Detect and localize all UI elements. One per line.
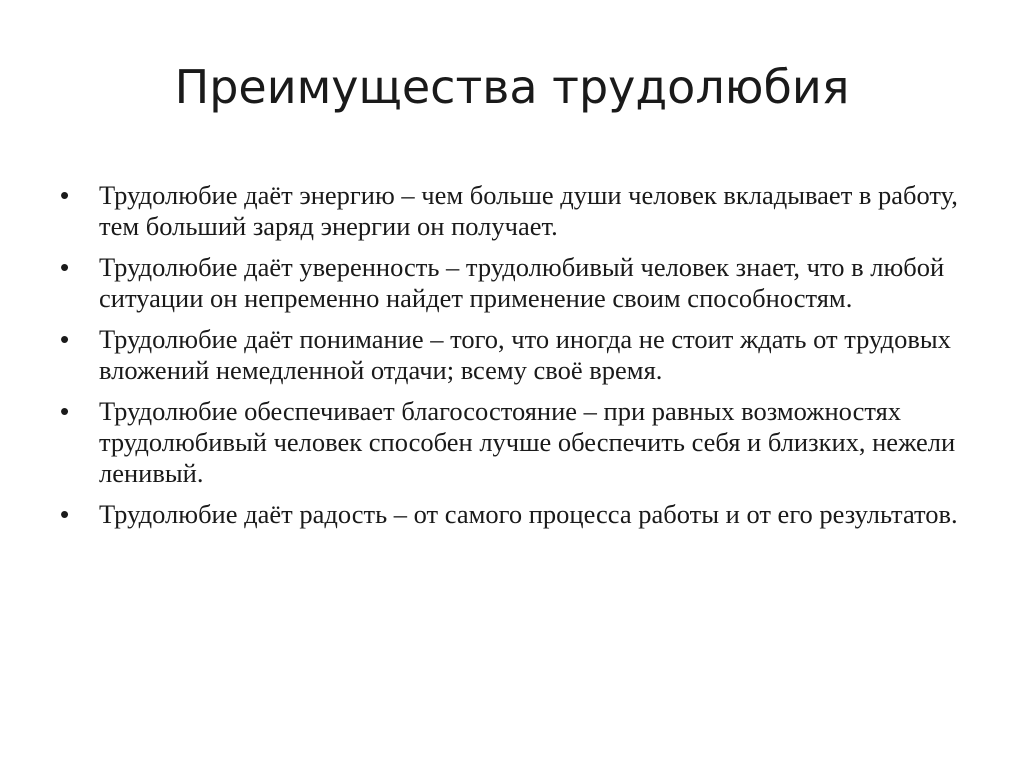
bullet-text: Трудолюбие даёт уверенность – трудолюбивый человек знает, что в любой ситуации он непременно найдет применение своим способностям. — [99, 252, 945, 313]
bullet-icon: • — [60, 324, 70, 354]
bullet-item-confidence — [60, 252, 970, 314]
bullet-item-energy — [60, 180, 970, 242]
bullet-icon: • — [60, 396, 70, 426]
bullet-text: Трудолюбие даёт понимание – того, что иногда не стоит ждать от трудовых вложений немедленной отдачи; всему своё время. — [99, 324, 951, 385]
bullet-text: Трудолюбие обеспечивает благосостояние – при равных возможностях трудолюбивый человек способен лучше обеспечить себя и близких, нежели ленивый. — [99, 396, 956, 488]
bullet-icon: • — [60, 252, 70, 282]
bullet-icon: • — [60, 499, 70, 529]
bullet-list — [60, 180, 970, 540]
bullet-item-wellbeing — [60, 396, 970, 489]
bullet-item-joy — [60, 499, 970, 530]
bullet-text: Трудолюбие даёт радость – от самого процесса работы и от его результатов. — [99, 499, 958, 529]
bullet-text: Трудолюбие даёт энергию – чем больше души человек вкладывает в работу, тем больший заряд энергии он получает. — [99, 180, 958, 241]
bullet-icon: • — [60, 180, 70, 210]
bullet-item-understanding — [60, 324, 970, 386]
slide-title: Преимущества трудолюбия — [174, 60, 850, 114]
